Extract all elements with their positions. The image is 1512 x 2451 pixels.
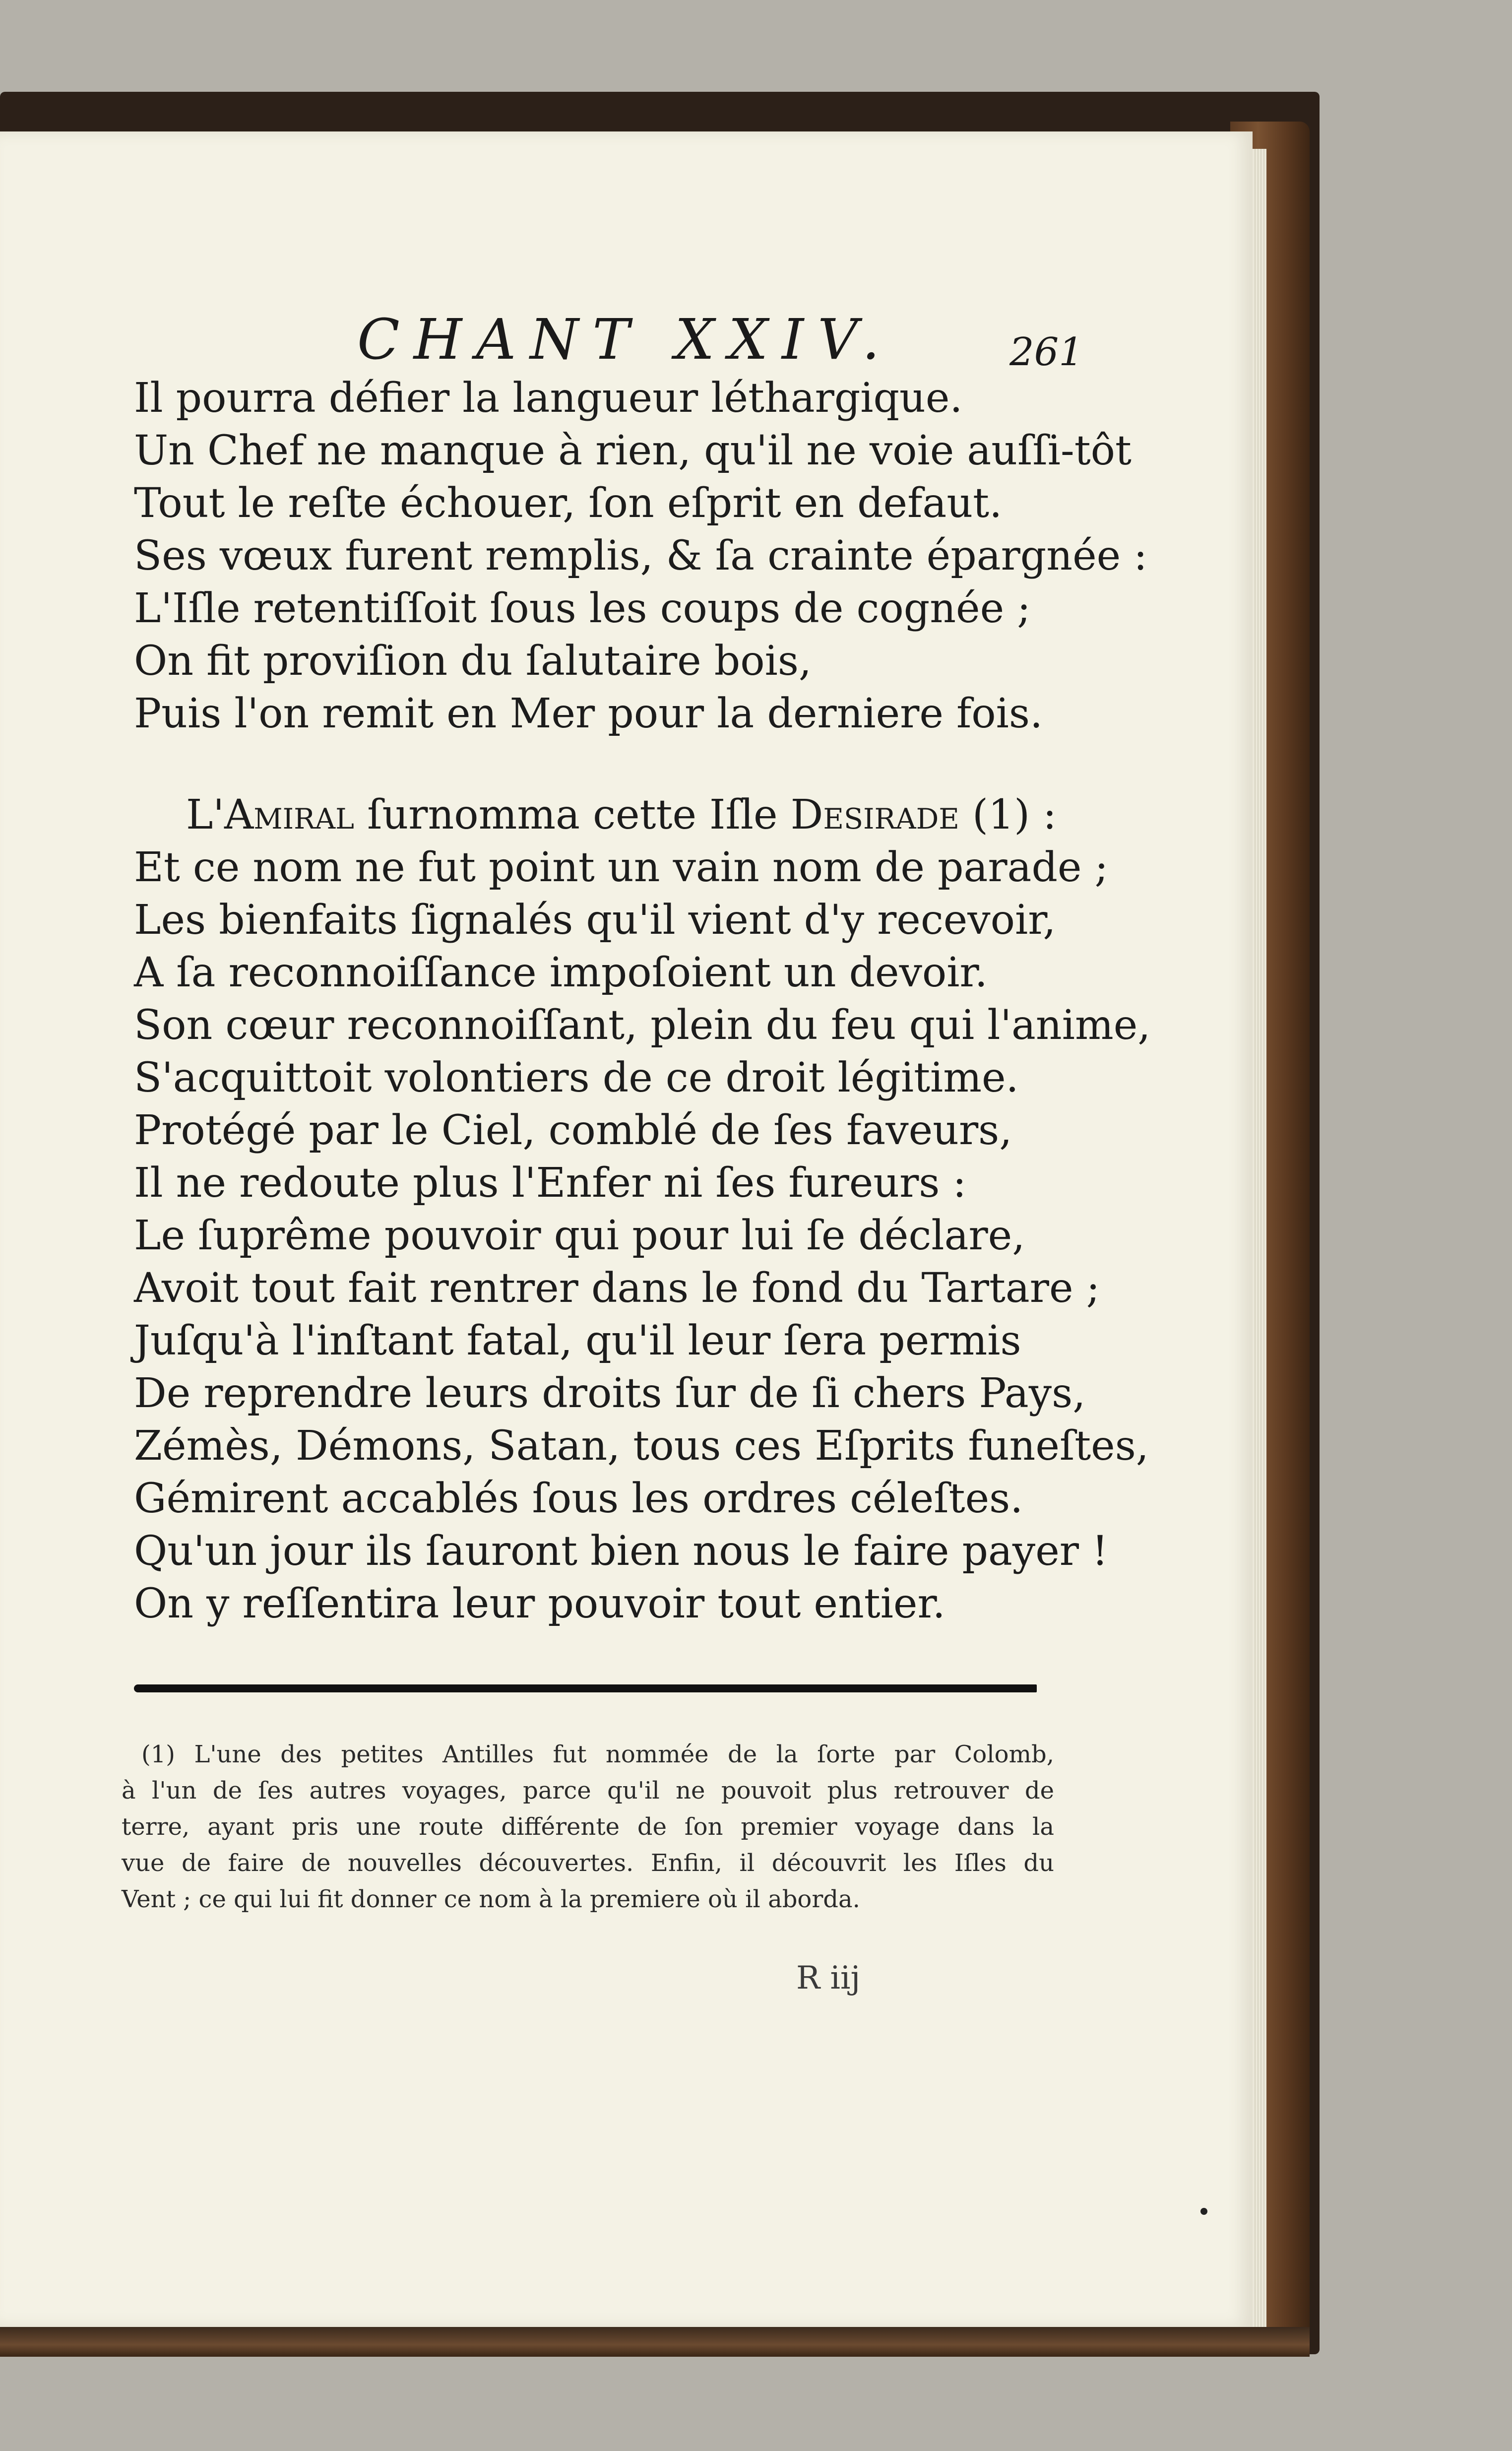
running-head-title: CHANT XXIV. [357,308,894,372]
verse-line: Protégé par le Ciel, comblé de ſes faveurs, [134,1107,1012,1154]
verse-line: Gémirent accablés ſous les ordres céleſtes. [134,1475,1023,1522]
verse-text: ſurnomma cette Iſle [354,791,791,838]
footnote-line: vue de faire de nouvelles découvertes. Enfin, il découvrit les Iſles du [122,1849,1054,1877]
verse-line: S'acquittoit volontiers de ce droit légitime. [134,1054,1019,1101]
verse-line: Et ce nom ne fut point un vain nom de parade ; [134,844,1109,891]
desirade-word: Desirade [790,791,959,838]
verse-line: A ſa reconnoiſſance impoſoient un devoir. [134,949,988,996]
footnote-line: (1) L'une des petites Antilles fut nommée de la ſorte par Colomb, [141,1741,1054,1768]
verse-line: Avoit tout fait rentrer dans le fond du Tartare ; [134,1265,1100,1312]
verse-line: Il pourra défier la langueur léthargique. [134,375,963,422]
page-fore-edge [1253,149,1266,2327]
verse-line-opening [134,789,1150,841]
verse-line: Un Chef ne manque à rien, qu'il ne voie auſſi-tôt [134,427,1132,474]
stanza-two [134,789,1150,1630]
verse-line: Ses vœux furent remplis, & ſa crainte épargnée : [134,532,1147,580]
page-number: 261 [1009,330,1083,375]
verse-line: Zémès, Démons, Satan, tous ces Eſprits funeſtes, [134,1422,1149,1470]
footnote [122,1737,1054,1918]
verse-line: De reprendre leurs droits ſur de ſi chers Pays, [134,1370,1086,1417]
stanza-one [134,372,1147,740]
verse-line: Il ne redoute plus l'Enfer ni ſes fureurs : [134,1160,967,1207]
footnote-line: à l'un de ſes autres voyages, parce qu'il ne pouvoit plus retrouver de [122,1777,1054,1805]
verse-line: Les bienfaits ſignalés qu'il vient d'y recevoir, [134,897,1056,944]
book-cover-bottom [0,2327,1310,2357]
ink-speck [1200,2208,1207,2215]
verse-line: Le ſuprême pouvoir qui pour lui ſe déclare, [134,1212,1025,1259]
verse-line: Juſqu'à l'inſtant fatal, qu'il leur ſera permis [134,1317,1021,1364]
signature-mark: R iij [796,1960,861,1997]
footnote-rule [134,1684,1037,1692]
footnote-line: Vent ; ce qui lui fit donner ce nom à la premiere où il aborda. [122,1885,860,1913]
verse-line: L'Iſle retentiſſoit ſous les coups de cognée ; [134,585,1031,632]
verse-line: On fit proviſion du ſalutaire bois, [134,638,812,685]
footnote-reference: (1) : [959,791,1057,838]
verse-line: Son cœur reconnoiſſant, plein du feu qui l'anime, [134,1002,1151,1049]
verse-line: On y reſſentira leur pouvoir tout entier. [134,1580,945,1627]
verse-line: Qu'un jour ils ſauront bien nous le faire payer ! [134,1528,1108,1575]
verse-line: Puis l'on remit en Mer pour la derniere fois. [134,690,1043,737]
footnote-line: terre, ayant pris une route différente de ſon premier voyage dans la [122,1813,1054,1841]
verse-line: Tout le reſte échouer, ſon eſprit en defaut. [134,480,1003,527]
amiral-word: L'Amiral [186,791,355,838]
